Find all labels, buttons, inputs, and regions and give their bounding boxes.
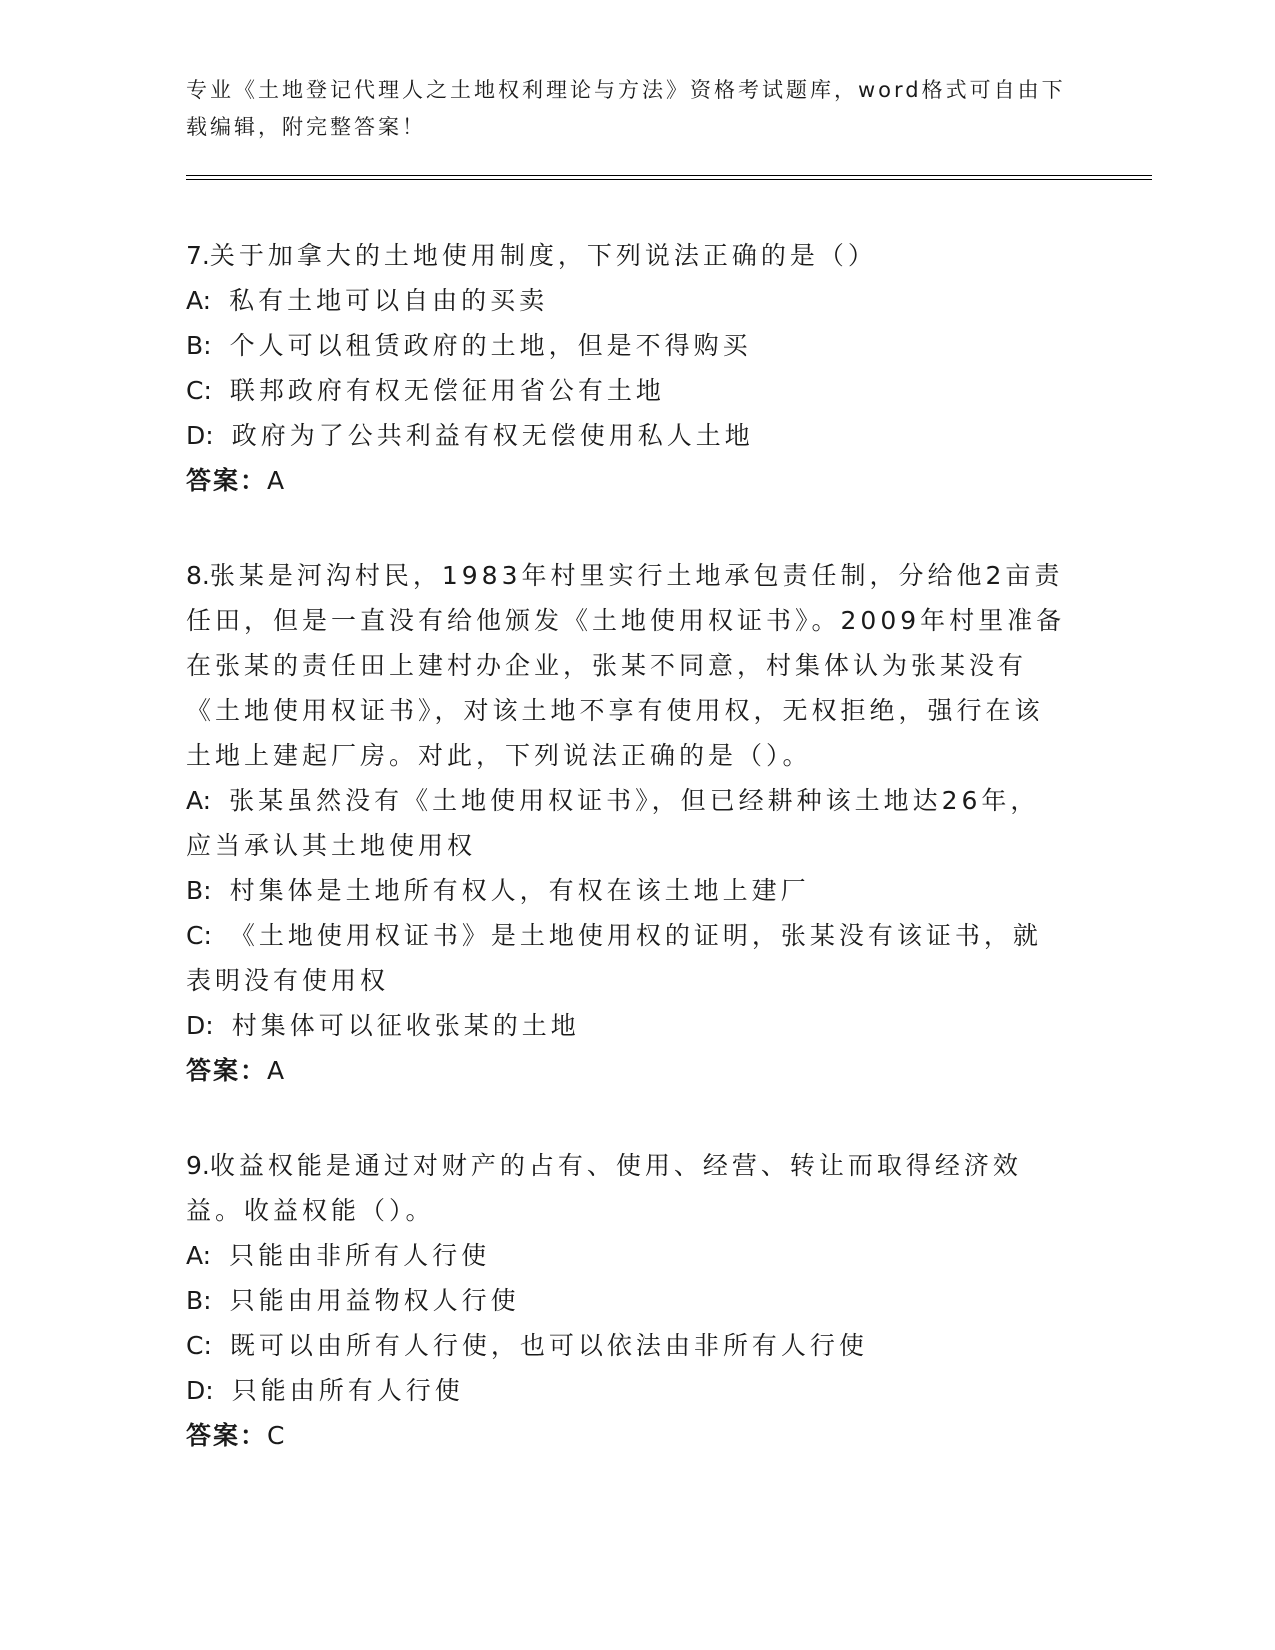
question-text: 张某是河沟村民，1983年村里实行土地承包责任制，分给他2亩责任田，但是一直没有给他颁发《土地使用权证书》。2009年村里准备在张某的责任田上建村办企业，张某不同意，村集体认为张某没有《土地使用权证书》，对该土地不享有使用权，无权拒绝，强行在该土地上建起厂房。对此，下列说法正确的是（）。 bbox=[186, 561, 1066, 770]
option-b bbox=[186, 323, 1066, 368]
question-stem bbox=[186, 233, 1066, 278]
option-text: 《土地使用权证书》是土地使用权的证明，张某没有该证书，就表明没有使用权 bbox=[186, 921, 1042, 995]
option-label: B: bbox=[186, 1286, 212, 1315]
header-text: 专业《土地登记代理人之土地权利理论与方法》资格考试题库，word格式可自由下载编辑，附完整答案！ bbox=[186, 78, 1066, 139]
option-text: 只能由所有人行使 bbox=[231, 1376, 464, 1405]
option-label: A: bbox=[186, 786, 212, 815]
option-b bbox=[186, 868, 1066, 913]
option-b bbox=[186, 1278, 1066, 1323]
question-number: 8. bbox=[186, 561, 210, 590]
option-c bbox=[186, 1323, 1066, 1368]
question-stem bbox=[186, 553, 1066, 778]
option-d bbox=[186, 1003, 1066, 1048]
answer-label: 答案： bbox=[186, 1056, 268, 1085]
option-label: C: bbox=[186, 1331, 212, 1360]
option-label: D: bbox=[186, 1011, 214, 1040]
option-label: B: bbox=[186, 876, 212, 905]
option-text: 只能由非所有人行使 bbox=[229, 1241, 491, 1270]
option-c bbox=[186, 913, 1066, 1003]
option-c bbox=[186, 368, 1066, 413]
option-label: C: bbox=[186, 376, 212, 405]
option-text: 联邦政府有权无偿征用省公有土地 bbox=[229, 376, 665, 405]
option-label: D: bbox=[186, 1376, 214, 1405]
question-text: 关于加拿大的土地使用制度，下列说法正确的是（） bbox=[209, 241, 877, 270]
option-text: 张某虽然没有《土地使用权证书》，但已经耕种该土地达26年，应当承认其土地使用权 bbox=[186, 786, 1040, 860]
question-8 bbox=[186, 553, 1066, 1093]
question-list bbox=[186, 233, 1066, 1508]
document-header bbox=[186, 72, 1066, 146]
option-text: 既可以由所有人行使，也可以依法由非所有人行使 bbox=[229, 1331, 868, 1360]
option-label: C: bbox=[186, 921, 212, 950]
option-text: 只能由用益物权人行使 bbox=[229, 1286, 520, 1315]
option-text: 村集体是土地所有权人，有权在该土地上建厂 bbox=[229, 876, 810, 905]
header-rule-top bbox=[186, 175, 1152, 176]
question-9 bbox=[186, 1143, 1066, 1458]
option-d bbox=[186, 413, 1066, 458]
option-text: 个人可以租赁政府的土地，但是不得购买 bbox=[229, 331, 752, 360]
answer-label: 答案： bbox=[186, 466, 268, 495]
option-a bbox=[186, 778, 1066, 868]
question-text: 收益权能是通过对财产的占有、使用、经营、转让而取得经济效益。收益权能（）。 bbox=[186, 1151, 1022, 1225]
answer-label: 答案： bbox=[186, 1421, 268, 1450]
answer-value: C bbox=[267, 1421, 285, 1450]
option-label: B: bbox=[186, 331, 212, 360]
answer-line bbox=[186, 458, 1066, 503]
header-double-rule bbox=[186, 175, 1152, 180]
option-label: D: bbox=[186, 421, 214, 450]
option-a bbox=[186, 1233, 1066, 1278]
answer-line bbox=[186, 1048, 1066, 1093]
option-a bbox=[186, 278, 1066, 323]
question-number: 9. bbox=[186, 1151, 210, 1180]
option-label: A: bbox=[186, 1241, 212, 1270]
question-7 bbox=[186, 233, 1066, 503]
question-number: 7. bbox=[186, 241, 210, 270]
header-rule-bottom bbox=[186, 179, 1152, 180]
option-text: 私有土地可以自由的买卖 bbox=[229, 286, 549, 315]
answer-value: A bbox=[267, 466, 285, 495]
option-text: 政府为了公共利益有权无偿使用私人土地 bbox=[231, 421, 754, 450]
question-stem bbox=[186, 1143, 1066, 1233]
answer-value: A bbox=[267, 1056, 285, 1085]
option-d bbox=[186, 1368, 1066, 1413]
option-label: A: bbox=[186, 286, 212, 315]
answer-line bbox=[186, 1413, 1066, 1458]
option-text: 村集体可以征收张某的土地 bbox=[231, 1011, 580, 1040]
